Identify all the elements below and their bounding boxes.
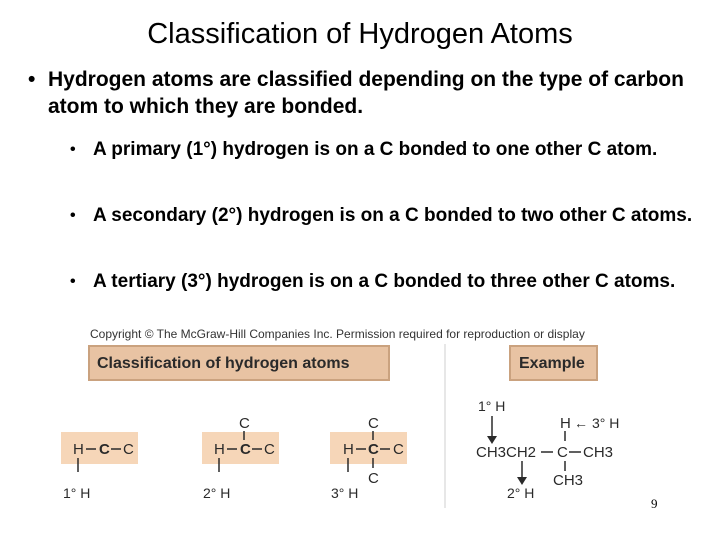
bullet-marker: • xyxy=(70,141,76,158)
main-bullet-text: Hydrogen atoms are classified depending on the type of carbon atom to which they are bonded. xyxy=(48,68,684,118)
atom-h: H xyxy=(560,415,571,432)
primary-label: 1° H xyxy=(63,485,91,501)
figure-header-left: Classification of hydrogen atoms xyxy=(97,355,350,372)
bullet-marker: • xyxy=(70,207,76,224)
example-structure xyxy=(476,398,619,501)
atom-c: C xyxy=(368,470,379,487)
bullet-marker: • xyxy=(70,273,76,290)
figure-header-right: Example xyxy=(519,355,585,372)
atom-h: H xyxy=(343,441,354,458)
atom-c: C xyxy=(393,441,404,458)
atom-c: C xyxy=(123,441,134,458)
sub-bullet-tertiary xyxy=(70,269,700,294)
example-secondary-label: 2° H xyxy=(507,485,535,501)
hydrogen-classification-figure xyxy=(55,340,675,515)
secondary-label: 2° H xyxy=(203,485,231,501)
sub-bullet-text: A tertiary (3°) hydrogen is on a C bonded to three other C atoms. xyxy=(93,271,676,292)
atom-c: C xyxy=(557,444,568,461)
tertiary-label: 3° H xyxy=(331,485,359,501)
bullet-marker: • xyxy=(28,68,36,91)
atom-c: C xyxy=(99,441,110,458)
example-arrow: ← xyxy=(574,415,588,431)
example-branch: CH3 xyxy=(553,472,584,489)
sub-bullet-text: A primary (1°) hydrogen is on a C bonded to one other C atom. xyxy=(93,139,658,160)
example-chain-left: CH3CH2 xyxy=(476,444,537,461)
atom-c: C xyxy=(239,415,250,432)
atom-c: C xyxy=(264,441,275,458)
main-bullet xyxy=(28,66,698,120)
example-primary-label: 1° H xyxy=(478,398,506,414)
primary-hydrogen-structure xyxy=(61,432,138,501)
copyright-notice: Copyright © The McGraw-Hill Companies Inc. Permission required for reproduction or display xyxy=(90,327,585,341)
atom-h: H xyxy=(214,441,225,458)
example-tertiary-label: 3° H xyxy=(592,415,620,431)
sub-bullet-text: A secondary (2°) hydrogen is on a C bonded to two other C atoms. xyxy=(93,205,693,226)
sub-bullet-primary xyxy=(70,137,700,162)
atom-c: C xyxy=(240,441,251,458)
tertiary-hydrogen-structure xyxy=(330,415,407,501)
example-chain-right: CH3 xyxy=(583,444,614,461)
atom-c: C xyxy=(368,415,379,432)
atom-h: H xyxy=(73,441,84,458)
page-title: Classification of Hydrogen Atoms xyxy=(147,18,573,50)
atom-c: C xyxy=(368,441,379,458)
secondary-hydrogen-structure xyxy=(202,415,279,501)
page-number: 9 xyxy=(651,496,658,511)
sub-bullet-secondary xyxy=(70,203,700,228)
